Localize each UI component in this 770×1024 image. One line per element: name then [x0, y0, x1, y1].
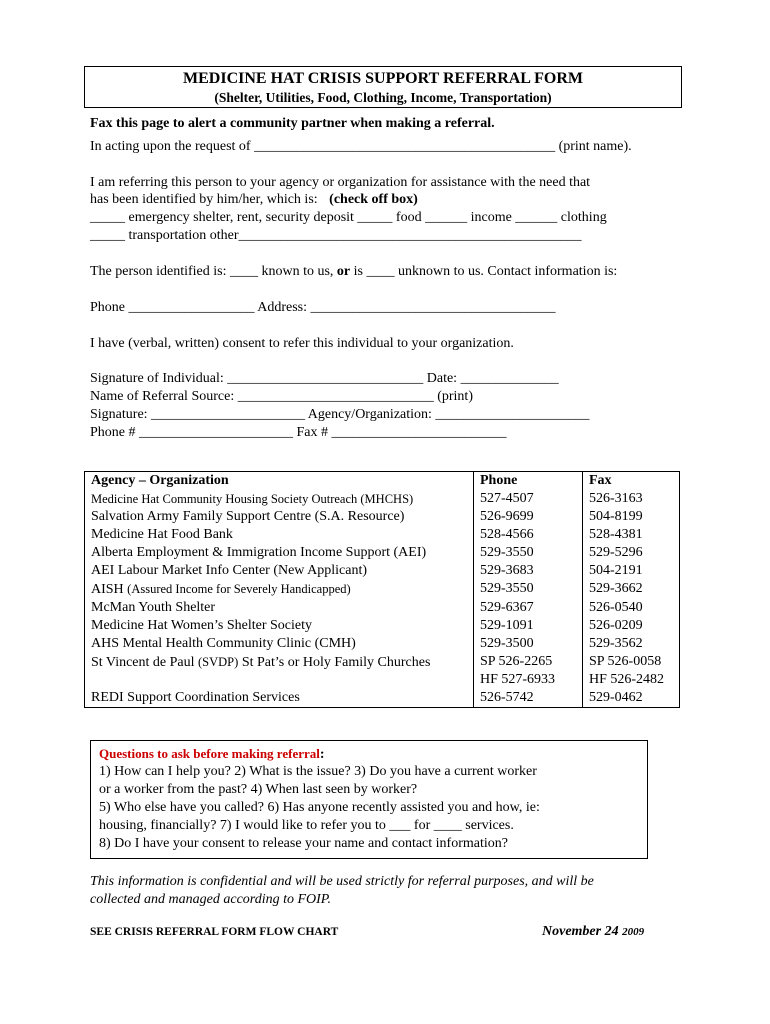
table-row: [85, 490, 680, 508]
table-row: [85, 689, 680, 708]
agency-name-detail: (Assured Income for Severely Handicapped): [127, 582, 351, 596]
agency-table: [84, 471, 680, 708]
table-row: [85, 508, 680, 526]
agency-cell: AEI Labour Market Info Center (New Applicant): [85, 562, 474, 580]
fax-cell: 526-0540: [583, 599, 680, 617]
table-row: [85, 562, 680, 580]
agency-name-rest: St Pat’s or Holy Family Churches: [238, 655, 431, 670]
check-off-box-label: (check off box): [329, 192, 418, 207]
fax-cell: 528-4381: [583, 526, 680, 544]
questions-colon: :: [319, 747, 325, 762]
signature-line: Signature of Individual: ____________________________ Date: ______________: [90, 371, 559, 386]
question-line-3: 5) Who else have you called? 6) Has anyone recently assisted you and how, ie:: [99, 800, 540, 815]
referring-line-1: I am referring this person to your agency or organization for assistance with the need that: [90, 175, 591, 190]
phone-hf: HF 527-6933: [480, 672, 556, 687]
table-row: [85, 635, 680, 653]
agency-name: AISH: [91, 582, 128, 597]
phone-address-line: Phone __________________ Address: ___________________________________: [90, 300, 556, 315]
phone-cell: 526-9699: [474, 508, 583, 526]
questions-box: [90, 740, 648, 859]
fax-hf: HF 526-2482: [589, 672, 665, 687]
agency-cell: Medicine Hat Community Housing Society Outreach (MHCHS): [85, 490, 474, 508]
revision-date-year: 2009: [622, 926, 645, 938]
needs-line-2: _____ transportation other_________________________________________________: [90, 228, 582, 243]
identified-or: or: [336, 264, 351, 279]
identified-part-b: is ____ unknown to us. Contact information is:: [350, 264, 618, 279]
table-row: [85, 580, 680, 599]
form-title: MEDICINE HAT CRISIS SUPPORT REFERRAL FORM: [183, 70, 583, 87]
phone-cell: 529-3550: [474, 544, 583, 562]
fax-cell: 529-5296: [583, 544, 680, 562]
confidential-line-2: collected and managed according to FOIP.: [90, 892, 332, 907]
phone-fax-line: Phone # ______________________ Fax # _________________________: [90, 425, 507, 440]
referral-source-line: Name of Referral Source: ____________________________ (print): [90, 389, 473, 404]
header-fax: Fax: [583, 472, 680, 491]
fax-cell: 504-2191: [583, 562, 680, 580]
fax-cell: 529-0462: [583, 689, 680, 708]
form-title-box: [84, 66, 682, 108]
fax-cell: [583, 653, 680, 689]
phone-cell: 529-3550: [474, 580, 583, 599]
signature-agency-line: Signature: ______________________ Agency/Organization: ______________________: [90, 407, 590, 422]
table-row: [85, 617, 680, 635]
fax-sp: SP 526-0058: [589, 654, 662, 669]
table-row: [85, 544, 680, 562]
phone-sp: SP 526-2265: [480, 654, 553, 669]
fax-cell: 529-3662: [583, 580, 680, 599]
identified-line: [90, 264, 617, 280]
request-line: In acting upon the request of ___________________________________________ (print name).: [90, 139, 632, 154]
phone-cell: 527-4507: [474, 490, 583, 508]
referring-line-2: [90, 192, 418, 208]
agency-cell: REDI Support Coordination Services: [85, 689, 474, 708]
agency-name: St Vincent de Paul: [91, 655, 199, 670]
fax-instruction: Fax this page to alert a community partner when making a referral.: [90, 116, 495, 131]
identified-part-a: The person identified is: ____ known to us,: [90, 264, 337, 279]
agency-cell: Medicine Hat Women’s Shelter Society: [85, 617, 474, 635]
flowchart-note: SEE CRISIS REFERRAL FORM FLOW CHART: [90, 926, 339, 938]
agency-cell: [85, 653, 474, 689]
needs-line-1: _____ emergency shelter, rent, security deposit _____ food ______ income ______ clothing: [90, 210, 607, 225]
agency-cell: [85, 580, 474, 599]
agency-name-abbrev: (SVDP): [198, 655, 239, 669]
phone-cell: 529-3683: [474, 562, 583, 580]
fax-cell: 526-3163: [583, 490, 680, 508]
table-row: [85, 599, 680, 617]
table-row: [85, 653, 680, 689]
agency-cell: Salvation Army Family Support Centre (S.A. Resource): [85, 508, 474, 526]
phone-cell: 526-5742: [474, 689, 583, 708]
agency-cell: McMan Youth Shelter: [85, 599, 474, 617]
question-line-4: housing, financially? 7) I would like to refer you to ___ for ____ services.: [99, 818, 514, 833]
confidential-line-1: This information is confidential and will be used strictly for referral purposes, and will be: [90, 874, 594, 889]
phone-cell: 529-6367: [474, 599, 583, 617]
phone-cell: 529-1091: [474, 617, 583, 635]
revision-date-main: November 24: [542, 924, 623, 939]
question-line-1: 1) How can I help you? 2) What is the issue? 3) Do you have a current worker: [99, 764, 537, 779]
header-agency: Agency – Organization: [85, 472, 474, 491]
agency-cell: Alberta Employment & Immigration Income Support (AEI): [85, 544, 474, 562]
agency-cell: Medicine Hat Food Bank: [85, 526, 474, 544]
phone-cell: 528-4566: [474, 526, 583, 544]
consent-line: I have (verbal, written) consent to refer this individual to your organization.: [90, 336, 514, 351]
fax-cell: 526-0209: [583, 617, 680, 635]
table-row: [85, 526, 680, 544]
phone-cell: [474, 653, 583, 689]
fax-cell: 529-3562: [583, 635, 680, 653]
header-phone: Phone: [474, 472, 583, 491]
fax-cell: 504-8199: [583, 508, 680, 526]
question-line-2: or a worker from the past? 4) When last seen by worker?: [99, 782, 418, 797]
table-header-row: [85, 472, 680, 491]
phone-cell: 529-3500: [474, 635, 583, 653]
questions-title: Questions to ask before making referral: [99, 746, 320, 761]
question-line-5: 8) Do I have your consent to release your name and contact information?: [99, 836, 508, 851]
revision-date: [542, 924, 644, 940]
agency-cell: AHS Mental Health Community Clinic (CMH): [85, 635, 474, 653]
referring-line-2-text: has been identified by him/her, which is:: [90, 192, 318, 207]
form-subtitle: (Shelter, Utilities, Food, Clothing, Income, Transportation): [214, 90, 552, 105]
questions-title-line: [99, 746, 325, 763]
